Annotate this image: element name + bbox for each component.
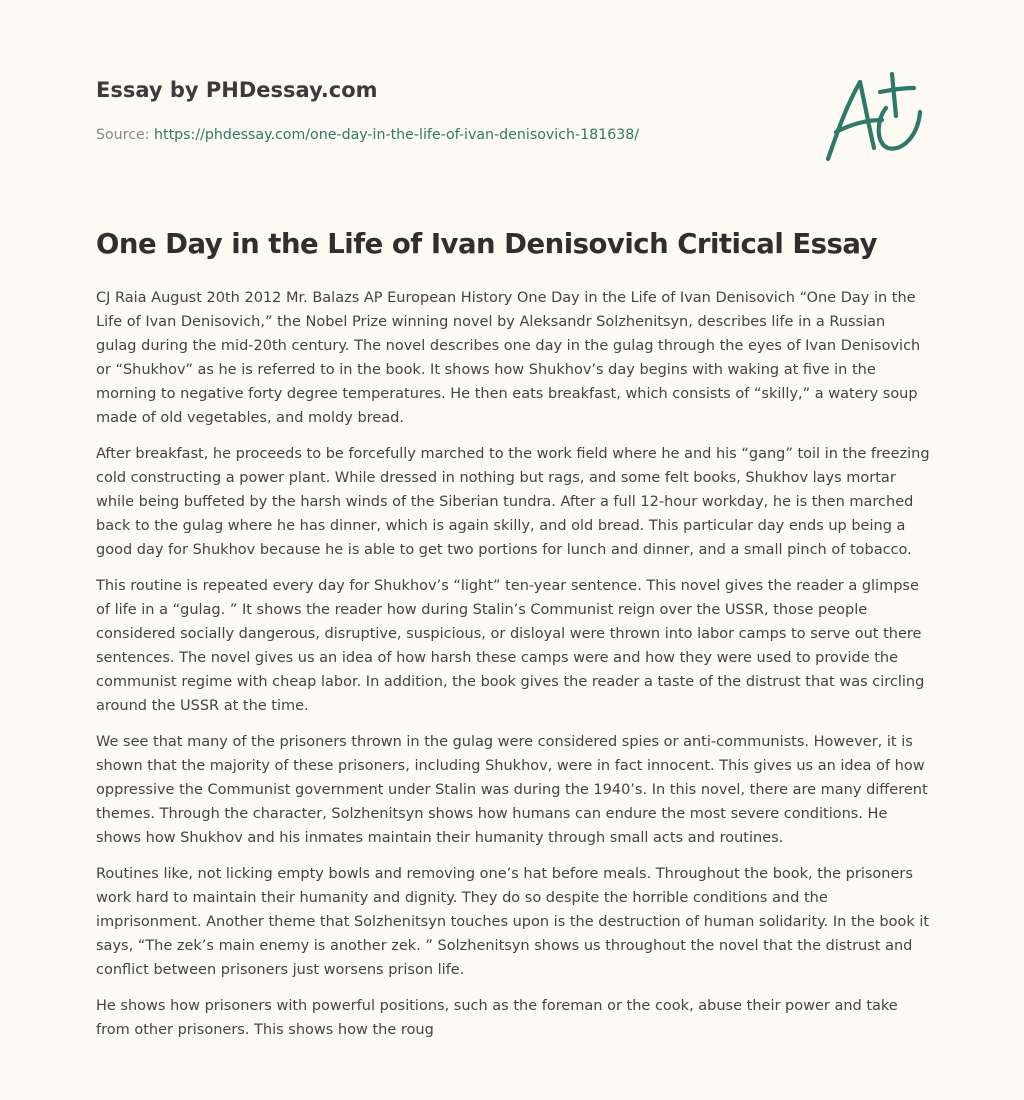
essay-paragraph: He shows how prisoners with powerful positions, such as the foreman or the cook, abuse their power and take from other prisoners. This shows how the roug xyxy=(96,998,898,1038)
essay-paragraph: After breakfast, he proceeds to be forcefully marched to the work field where he and his “gang” toil in the freezing cold constructing a power plant. While dressed in nothing but rags, and some felt books, Shukhov lays mortar while being buffeted by the harsh winds of the Siberian tundra. After a full 12-hour workday, he is then marched back to the gulag where he has dinner, which is again skilly, and old bread. This particular day ends up being a good day for Shukhov because he is able to get two portions for lunch and dinner, and a small pinch of tobacco. xyxy=(96,446,930,558)
a-plus-grade-icon xyxy=(822,66,926,164)
essay-paragraph: This routine is repeated every day for Shukhov’s “light” ten-year sentence. This novel gives the reader a glimpse of life in a “gulag. ” It shows the reader how during Stalin’s Communist reign over the USSR, those people considered socially dangerous, disruptive, suspicious, or disloyal were thrown into labor camps to serve out there sentences. The novel gives us an idea of how harsh these camps were and how they were used to provide the communist regime with cheap labor. In addition, the book gives the reader a taste of the distrust that was circling around the USSR at the time. xyxy=(96,578,925,714)
site-brand: Essay by PHDessay.com xyxy=(96,78,378,102)
essay-body xyxy=(96,286,930,1054)
source-label: Source: xyxy=(96,127,150,143)
essay-paragraph: CJ Raia August 20th 2012 Mr. Balazs AP European History One Day in the Life of Ivan Denisovich “One Day in the Life of Ivan Denisovich,” the Nobel Prize winning novel by Aleksandr Solzhenitsyn, describes life in a Russian gulag during the mid-20th century. The novel describes one day in the gulag through the eyes of Ivan Denisovich or “Shukhov” as he is referred to in the book. It shows how Shukhov’s day begins with waking at five in the morning to negative forty degree temperatures. He then eats breakfast, which consists of “skilly,” a watery soup made of old vegetables, and moldy bread. xyxy=(96,290,921,426)
page-header xyxy=(96,76,796,145)
essay-paragraph: We see that many of the prisoners thrown in the gulag were considered spies or anti-communists. However, it is shown that the majority of these prisoners, including Shukhov, were in fact innocent. This gives us an idea of how oppressive the Communist government under Stalin was during the 1940’s. In this novel, there are many different themes. Through the character, Solzhenitsyn shows how humans can endure the most severe conditions. He shows how Shukhov and his inmates maintain their humanity through small acts and routines. xyxy=(96,734,928,846)
essay-paragraph: Routines like, not licking empty bowls and removing one’s hat before meals. Throughout the book, the prisoners work hard to maintain their humanity and dignity. They do so despite the horrible conditions and the imprisonment. Another theme that Solzhenitsyn touches upon is the destruction of human solidarity. In the book it says, “The zek’s main enemy is another zek. ” Solzhenitsyn shows us throughout the novel that the distrust and conflict between prisoners just worsens prison life. xyxy=(96,866,930,978)
essay-title: One Day in the Life of Ivan Denisovich Critical Essay xyxy=(96,228,877,260)
source-line xyxy=(96,125,796,145)
source-link[interactable]: https://phdessay.com/one-day-in-the-life-of-ivan-denisovich-181638/ xyxy=(154,127,640,143)
